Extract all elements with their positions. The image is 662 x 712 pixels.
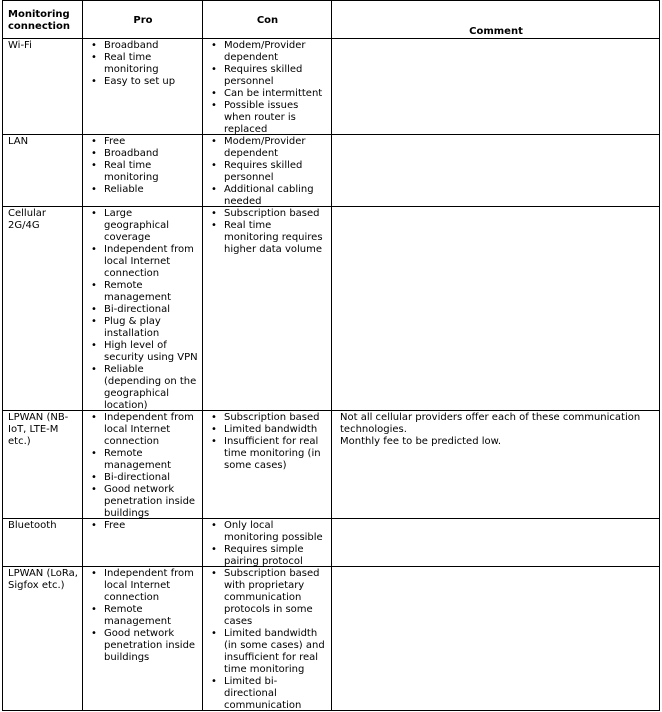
pro-item: • Real time monitoring xyxy=(104,160,198,184)
table-row xyxy=(3,567,660,711)
table-row xyxy=(3,411,660,519)
connection-label: LPWAN (NB-IoT, LTE-M etc.) xyxy=(8,412,69,447)
con-item: • Real time monitoring requires higher data volume xyxy=(224,220,327,256)
pro-list xyxy=(88,568,198,664)
con-item: • Modem/Provider dependent xyxy=(224,40,327,64)
pro-item: • Plug & play installation xyxy=(104,316,198,340)
table-body xyxy=(3,39,660,711)
pro-cell xyxy=(83,135,203,207)
comment-line: Monthly fee to be predicted low. xyxy=(340,436,502,447)
pro-item: • Bi-directional xyxy=(104,472,198,484)
pro-item: • High level of security using VPN xyxy=(104,340,198,364)
con-list xyxy=(208,40,327,134)
comment-cell xyxy=(332,411,660,519)
header-connection: Monitoring connection xyxy=(3,1,83,39)
con-item: • Additional cabling needed xyxy=(224,184,327,206)
pro-list xyxy=(88,412,198,518)
comment-cell xyxy=(332,567,660,711)
comparison-table xyxy=(2,0,660,711)
con-cell xyxy=(203,411,332,519)
pro-cell xyxy=(83,39,203,135)
comment-cell xyxy=(332,519,660,567)
con-item: • Requires skilled personnel xyxy=(224,160,327,184)
con-item: • Limited bandwidth xyxy=(224,424,327,436)
table-row xyxy=(3,39,660,135)
con-item: • Insufficient for real time monitoring (in some cases) xyxy=(224,436,327,472)
pro-item: • Remote management xyxy=(104,604,198,628)
con-item: • Limited bandwidth (in some cases) and insufficient for real time monitoring xyxy=(224,628,327,676)
pro-item: • Bi-directional xyxy=(104,304,198,316)
con-item: • Modem/Provider dependent xyxy=(224,136,327,160)
con-item: • Can be intermittent xyxy=(224,88,327,100)
table-row xyxy=(3,519,660,567)
connection-cell xyxy=(3,519,83,567)
pro-cell xyxy=(83,207,203,411)
con-item: • Possible issues when router is replaced xyxy=(224,100,327,134)
con-item: • Only local monitoring possible xyxy=(224,520,327,544)
con-cell xyxy=(203,519,332,567)
header-con: Con xyxy=(203,1,332,39)
connection-label: LPWAN (LoRa, Sigfox etc.) xyxy=(8,568,78,591)
connection-cell xyxy=(3,207,83,411)
pro-item: • Reliable xyxy=(104,184,198,196)
comment-cell xyxy=(332,207,660,411)
con-item: • Limited bi-directional communication xyxy=(224,676,327,710)
pro-item: • Independent from local Internet connection xyxy=(104,412,198,448)
con-list xyxy=(208,520,327,566)
comment-cell xyxy=(332,135,660,207)
pro-item: • Large geographical coverage xyxy=(104,208,198,244)
pro-item: • Free xyxy=(104,520,198,532)
comment-cell xyxy=(332,39,660,135)
pro-item: • Independent from local Internet connection xyxy=(104,244,198,280)
pro-item: • Real time monitoring xyxy=(104,52,198,76)
header-comment: Comment xyxy=(332,1,660,39)
con-item: • Requires simple pairing protocol xyxy=(224,544,327,566)
con-cell xyxy=(203,39,332,135)
pro-list xyxy=(88,520,198,532)
con-item: • Requires skilled personnel xyxy=(224,64,327,88)
con-cell xyxy=(203,135,332,207)
pro-item: • Remote management xyxy=(104,280,198,304)
connection-label: Cellular 2G/4G xyxy=(8,208,47,231)
connection-label: LAN xyxy=(8,136,29,147)
pro-item: • Reliable (depending on the geographical location) xyxy=(104,364,198,410)
connection-label: Wi-Fi xyxy=(8,40,32,51)
connection-label: Bluetooth xyxy=(8,520,57,531)
header-pro: Pro xyxy=(83,1,203,39)
pro-list xyxy=(88,40,198,88)
pro-item: • Easy to set up xyxy=(104,76,198,88)
connection-cell xyxy=(3,567,83,711)
pro-item: • Broadband xyxy=(104,148,198,160)
pro-list xyxy=(88,208,198,410)
pro-cell xyxy=(83,411,203,519)
con-item: • Subscription based xyxy=(224,412,327,424)
table-row xyxy=(3,207,660,411)
header-row xyxy=(3,1,660,39)
con-cell xyxy=(203,207,332,411)
pro-item: • Remote management xyxy=(104,448,198,472)
connection-cell xyxy=(3,39,83,135)
pro-cell xyxy=(83,519,203,567)
con-cell xyxy=(203,567,332,711)
table-row xyxy=(3,135,660,207)
comment-line: Not all cellular providers offer each of these communication technologies. xyxy=(340,412,641,435)
pro-item: • Good network penetration inside buildings xyxy=(104,628,198,664)
pro-item: • Free xyxy=(104,136,198,148)
pro-item: • Independent from local Internet connection xyxy=(104,568,198,604)
pro-item: • Good network penetration inside buildings xyxy=(104,484,198,518)
con-list xyxy=(208,136,327,206)
connection-cell xyxy=(3,411,83,519)
con-list xyxy=(208,568,327,710)
connection-cell xyxy=(3,135,83,207)
con-list xyxy=(208,208,327,256)
pro-list xyxy=(88,136,198,196)
pro-item: • Broadband xyxy=(104,40,198,52)
pro-cell xyxy=(83,567,203,711)
con-list xyxy=(208,412,327,472)
con-item: • Subscription based xyxy=(224,208,327,220)
con-item: • Subscription based with proprietary communication protocols in some cases xyxy=(224,568,327,628)
